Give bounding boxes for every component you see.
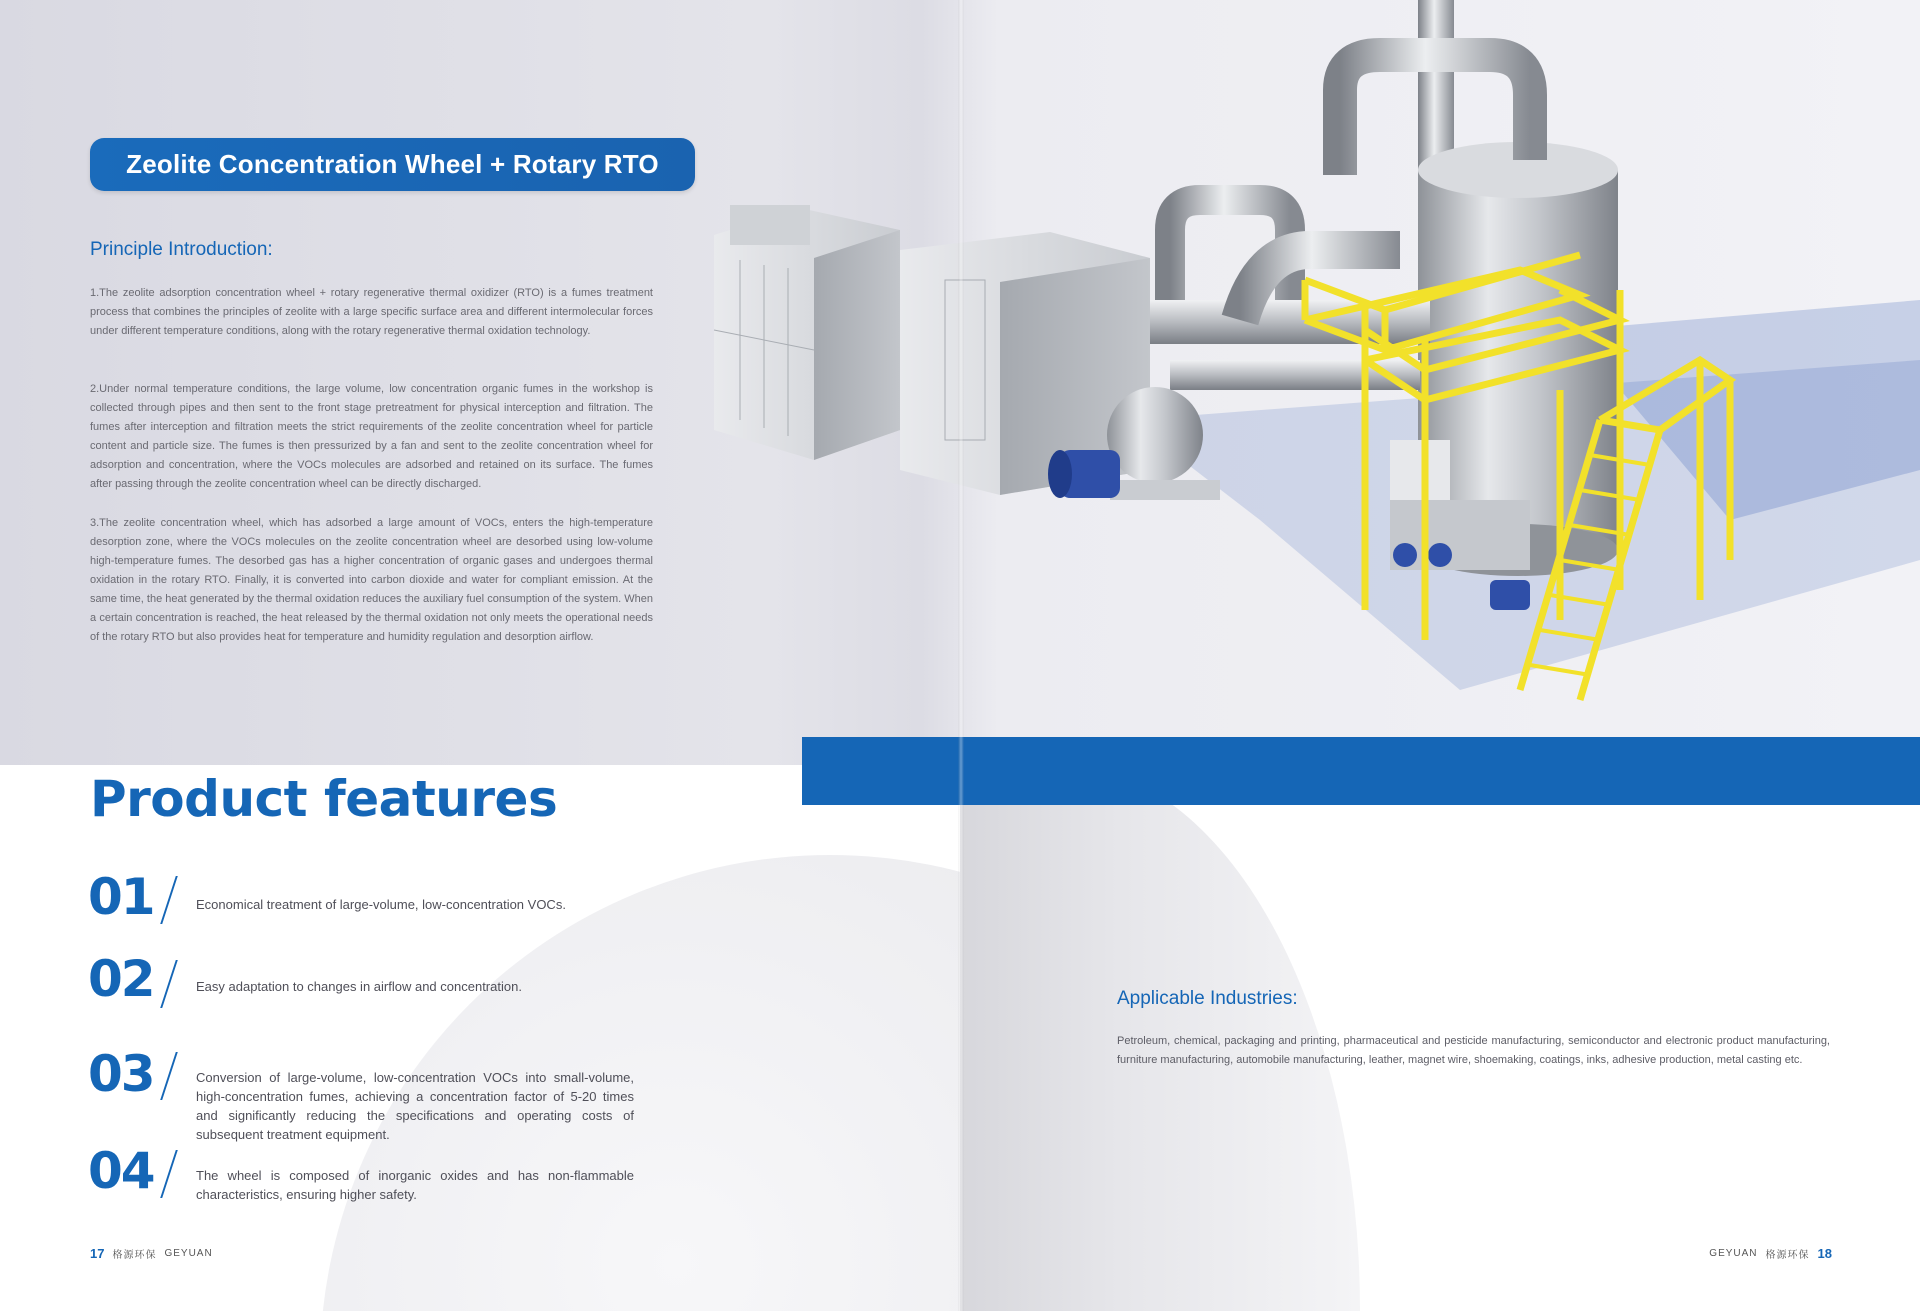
principle-paragraph-1: 1.The zeolite adsorption concentration wheel + rotary regenerative thermal oxidizer (RTO) is a fumes treatment process that combines the principles of zeolite with a large specific surface area and different intermolecular forces under different temperature conditions, along with the rotary regenerative thermal oxidation technology. (90, 287, 653, 337)
applicable-industries-title: Applicable Industries: (1117, 988, 1298, 1009)
feature-number-4: 04 (88, 1142, 154, 1200)
page-title-pill: Zeolite Concentration Wheel + Rotary RTO (90, 138, 695, 191)
page-spine (958, 0, 964, 1311)
feature-number-1: 01 (88, 868, 154, 926)
brand-name-cn: 格源环保 (112, 1250, 157, 1261)
brand-name-cn: 格源环保 (1765, 1250, 1810, 1261)
feature-text-3: Conversion of large-volume, low-concentration VOCs into small-volume, high-concentration fumes, achieving a concentration factor of 5-20 times and significantly reducing the specifications and operating costs of subsequent treatment equipment. (196, 1070, 634, 1142)
feature-number-2: 02 (88, 950, 154, 1008)
brand-logo-text: GEYUAN (1709, 1248, 1758, 1259)
principle-title: Principle Introduction: (90, 239, 273, 260)
feature-number-3: 03 (88, 1045, 154, 1103)
principle-paragraph-2: 2.Under normal temperature conditions, the large volume, low concentration organic fumes in the workshop is collected through pipes and then sent to the front stage pretreatment for physical interception and filtration. The fumes after interception and filtration meets the strict requirements of the zeolite concentration wheel for particle content and particle size. The fumes is then pressurized by a fan and sent to the zeolite concentration wheel for adsorption and concentration, where the VOCs molecules are adsorbed and retained on its surface. The fumes after passing through the zeolite concentration wheel can be directly discharged. (90, 383, 653, 490)
principle-paragraph-3: 3.The zeolite concentration wheel, which has adsorbed a large amount of VOCs, enters the high-temperature desorption zone, where the VOCs molecules on the zeolite concentration wheel are desorbed using low-volume high-temperature fumes. The desorbed gas has a higher concentration of organic gases and undergoes thermal oxidation in the rotary RTO. Finally, it is converted into carbon dioxide and water for compliant emission. At the same time, the heat generated by the thermal oxidation reduces the auxiliary fuel consumption of the system. When a certain concentration is reached, the heat released by the thermal oxidation not only meets the operational needs of the rotary RTO but also provides heat for temperature and humidity regulation and desorption airflow. (90, 517, 653, 643)
feature-text-2: Easy adaptation to changes in airflow and concentration. (196, 979, 522, 994)
applicable-industries-text: Petroleum, chemical, packaging and printing, pharmaceutical and pesticide manufacturing, semiconductor and electronic product manufacturing, furniture manufacturing, automobile manufacturing, leather, magnet wire, shoemaking, coatings, inks, adhesive production, metal casting etc. (1117, 1035, 1830, 1066)
footer-right (1709, 1246, 1832, 1261)
blue-band (802, 737, 1920, 805)
product-features-title: Product features (90, 770, 558, 828)
footer-left (90, 1246, 213, 1261)
rto-equipment-illustration (700, 0, 1920, 737)
feature-text-4: The wheel is composed of inorganic oxides and has non-flammable characteristics, ensuring higher safety. (196, 1168, 634, 1202)
feature-text-1: Economical treatment of large-volume, low-concentration VOCs. (196, 897, 566, 912)
page-number: 18 (1817, 1246, 1832, 1261)
brand-logo-text: GEYUAN (164, 1248, 213, 1259)
page-number: 17 (90, 1246, 105, 1261)
